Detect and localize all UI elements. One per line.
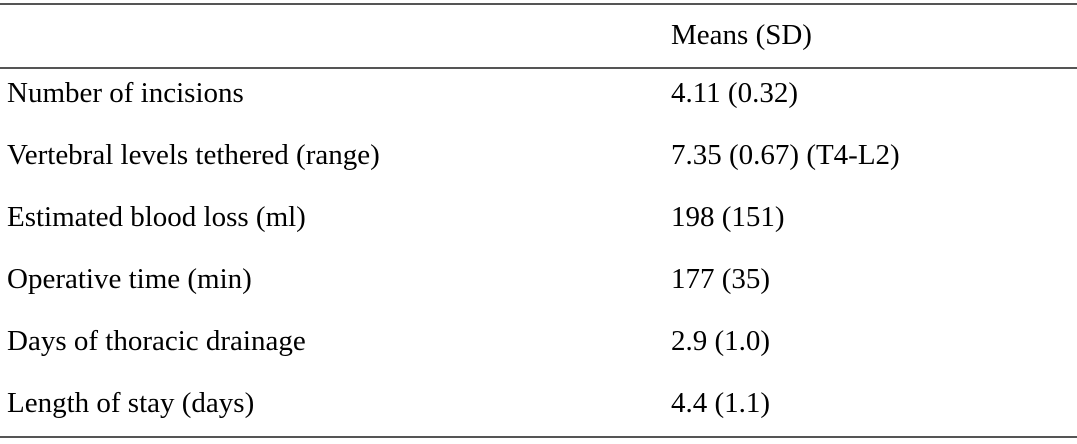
table-row [0,130,1077,180]
row-label: Number of incisions [7,77,244,109]
row-value: 2.9 (1.0) [671,325,771,357]
row-label: Days of thoracic drainage [7,325,306,357]
header-means-sd: Means (SD) [671,19,812,51]
table-top-rule [0,3,1077,5]
table-row [0,192,1077,242]
table-row [0,68,1077,118]
row-label: Vertebral levels tethered (range) [7,139,380,171]
table-row [0,378,1077,428]
row-label: Length of stay (days) [7,387,255,419]
table-header-row [0,10,1077,60]
row-value: 4.11 (0.32) [671,77,798,109]
table-bottom-rule [0,436,1077,438]
row-value: 198 (151) [671,201,785,233]
row-label: Estimated blood loss (ml) [7,201,306,233]
row-value: 7.35 (0.67) (T4-L2) [671,139,900,171]
table-row [0,254,1077,304]
row-label: Operative time (min) [7,263,252,295]
table-row [0,316,1077,366]
row-value: 177 (35) [671,263,771,295]
row-value: 4.4 (1.1) [671,387,771,419]
